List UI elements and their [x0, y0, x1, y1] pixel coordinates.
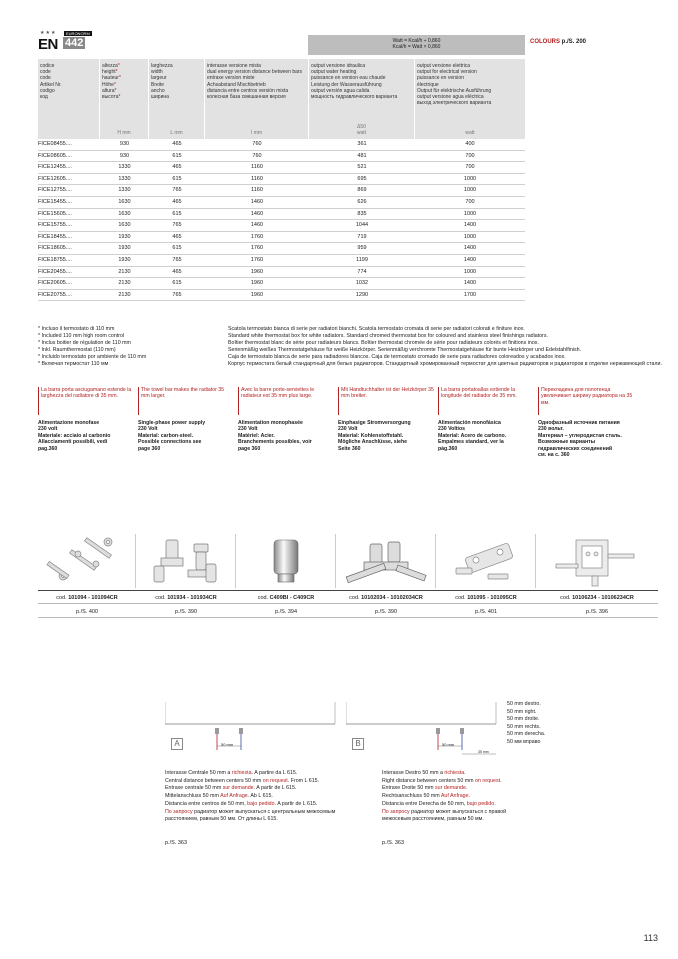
- table-row: [38, 232, 525, 244]
- cell-electric: 700: [465, 198, 475, 205]
- cell-water: 1044: [355, 222, 369, 229]
- table-row: [38, 243, 525, 255]
- cell-h: 1330: [118, 175, 131, 182]
- conversion-box: [308, 35, 525, 55]
- cell-i: 1460: [250, 210, 264, 217]
- cell-i: 1960: [250, 291, 264, 298]
- cell-code: FICE08455....: [38, 141, 72, 147]
- product-code: cod. C409BI - C409CR: [236, 590, 336, 604]
- unit-l: L mm: [170, 129, 183, 136]
- logo-euronorm: EURONORM: [66, 31, 90, 36]
- towel-bar-kit-icon: [38, 534, 136, 588]
- product-code: cod. 10106234 - 10106234CR: [536, 590, 658, 604]
- diagram-a-dimension: 50 mm: [221, 742, 234, 747]
- diagram-right-connection: [346, 700, 502, 760]
- cell-code: FICE08605....: [38, 152, 72, 159]
- cell-l: 765: [172, 222, 182, 229]
- cell-i: 1760: [250, 245, 264, 252]
- unit-electric: watt: [465, 129, 475, 136]
- cell-l: 465: [172, 164, 182, 171]
- cell-l: 615: [172, 175, 182, 182]
- colours-page: p./S. 200: [561, 39, 587, 45]
- connection-kit-icon: [336, 534, 436, 588]
- radiator-bottom-diagram-a: [165, 700, 337, 760]
- table-row: [38, 278, 525, 290]
- product-code: cod. 101934 - 101934CR: [136, 590, 236, 604]
- cell-electric: 1000: [463, 175, 477, 182]
- towel-bar-note-it: La barra porta asciugamano estende la larghezza del radiatore di 35 mm.: [38, 387, 134, 415]
- logo-badge: 442: [65, 37, 84, 49]
- cell-h: 1930: [118, 245, 131, 252]
- unit-delta: Δ50: [357, 123, 366, 130]
- product-image-10102034: [336, 534, 436, 588]
- product-page-ref[interactable]: p./S. 394: [236, 606, 336, 618]
- cell-code: FICE15755....: [38, 222, 72, 229]
- table-row: [38, 220, 525, 232]
- cell-h: 2130: [118, 280, 131, 287]
- cell-water: 869: [357, 187, 367, 194]
- product-code: cod. 101095 - 101095CR: [436, 590, 536, 604]
- cell-water: 1290: [355, 291, 369, 298]
- colours-reference[interactable]: [530, 39, 586, 45]
- cell-electric: 1400: [463, 222, 477, 229]
- cell-i: 1760: [250, 256, 264, 263]
- conversion-line: Watt = Kcal/h ÷ 0,860: [392, 38, 441, 44]
- cell-i: 1160: [251, 175, 263, 182]
- cell-code: FICE15605....: [38, 210, 72, 217]
- colours-label: COLOURS: [530, 39, 560, 45]
- cell-electric: 700: [465, 164, 475, 171]
- cell-l: 765: [172, 256, 182, 263]
- cell-water: 719: [357, 233, 367, 240]
- cell-water: 361: [357, 141, 367, 147]
- cell-l: 465: [172, 233, 182, 240]
- cell-code: FICE18455....: [38, 233, 72, 240]
- table-row: [38, 151, 525, 163]
- cell-h: 1330: [118, 187, 131, 194]
- cell-code: FICE20605....: [38, 280, 72, 287]
- product-code: cod. 10102034 - 10102034CR: [336, 590, 436, 604]
- header-height: altezza* height* hauteur* Höhe* altura* высота* H mm: [100, 59, 149, 139]
- page-number: 113: [643, 933, 658, 943]
- towel-bar-note-en: The towel bar makes the radiator 35 mm larger.: [138, 387, 234, 415]
- cell-water: 835: [357, 210, 367, 217]
- diagram-a-text: Interasse Centrale 50 mm a richiesta. A partire da L 615. Central distance between centers 50 mm on request. From L 615. Entraxe centrale 50 mm sur demande. A partir de L 615. Mittelanschluss 50 mm Auf Anfrage. Ab L 615. Distancia entre centros de 50 mm, bajo pedido. A partir de L 615. По запросу радиатор может выпускаться с центральным межосевым расстоянием, равным 50 мм. От длины L 615.: [165, 770, 336, 823]
- spec-es: Alimentación monofásica 230 Voltios Material: Acero de carbono. Empalmes standard, ver la pág.360: [438, 420, 507, 452]
- unit-i: I mm: [250, 129, 263, 136]
- cell-i: 1760: [250, 233, 264, 240]
- cell-electric: 1000: [463, 233, 477, 240]
- cell-code: FICE12605....: [38, 175, 72, 182]
- cell-water: 1032: [355, 280, 369, 287]
- cell-h: 1930: [118, 256, 131, 263]
- product-page-ref[interactable]: p./S. 390: [336, 606, 436, 618]
- cell-i: 1160: [251, 187, 263, 194]
- cell-h: 2130: [118, 268, 131, 275]
- spec-de: Einphasige Stromversorgung 230 Volt Material: Kohlenstoffstahl. Mögliche Anschlüsse, siehe Seite 360: [338, 420, 411, 452]
- diagram-letter-a: A: [171, 738, 183, 750]
- table-row: [38, 267, 525, 279]
- cell-code: FICE12755....: [38, 187, 72, 194]
- header-electric-output: output versione elettrica output for electrical version puissance en version électrique Output für elektrische Ausführung output versione agua eléctrica выход электрического варианта watt: [415, 59, 525, 139]
- towel-bar-note-de: Mit Handtuchhalter ist der Heizkörper 35 mm breiter.: [338, 387, 434, 415]
- stars-icon: ★★★: [40, 30, 57, 36]
- cell-code: FICE15455....: [38, 198, 72, 205]
- diagram-center-connection: [165, 700, 337, 760]
- cell-water: 959: [357, 245, 367, 252]
- cell-i: 1460: [250, 222, 264, 229]
- cell-water: 1199: [356, 256, 368, 263]
- cell-water: 774: [357, 268, 367, 275]
- cell-code: FICE20755....: [38, 291, 72, 298]
- header-interaxis: interasse versione mista dual energy version distance between bars entraxe version mixte Achsabstand Mischbetrieb distancia entre centros versión mixta колесная база смешанная версия I mm: [205, 59, 309, 139]
- spec-fr: Alimentation monophasée 230 Volt Matériel: Acier. Branchements possibles, voir page 360: [238, 420, 312, 452]
- table-row: [38, 139, 525, 151]
- cell-l: 615: [172, 210, 182, 217]
- cell-i: 1960: [250, 268, 264, 275]
- cell-h: 1630: [118, 210, 131, 217]
- product-image-10106234: [536, 534, 658, 588]
- header-code: codice code code Artikel Nr. codigo код: [38, 59, 100, 139]
- cell-l: 465: [172, 198, 182, 205]
- notes-thermostat: * Incluso il termostato di 110 mm * Included 110 mm high room control * Inclus boitier de régulation de 110 mm * Inkl. Raumthermostat (110 mm) * Incluido termostato por ambiente de 110 mm * Включая термостат 110 мм: [38, 326, 147, 367]
- cell-l: 615: [172, 152, 182, 159]
- product-page-ref[interactable]: p./S. 400: [38, 606, 136, 618]
- wall-box-kit-icon: [536, 534, 658, 588]
- cell-i: 1160: [251, 164, 263, 171]
- valve-kit-icon: [136, 534, 236, 588]
- conversion-line: Kcal/h = Watt × 0,860: [392, 44, 441, 50]
- cell-h: 930: [119, 152, 130, 159]
- cell-i: 1960: [250, 280, 264, 287]
- spec-ru: Однофазный источник питания 230 вольт. Материал – углеродистая сталь. Возможные варианты гидравлических соединений см. на с. 360: [538, 420, 622, 459]
- product-table: [38, 139, 525, 301]
- spec-en: Single-phase power supply 230 Volt Material: carbon-steel. Possible connections see page 360: [138, 420, 206, 452]
- mounting-bracket-icon: [436, 534, 536, 588]
- product-code: cod. 101094 - 101094CR: [38, 590, 136, 604]
- cell-i: 760: [252, 141, 262, 147]
- unit-h: H mm: [117, 129, 131, 136]
- unit-water: watt: [356, 129, 367, 136]
- table-row: [38, 197, 525, 209]
- cell-code: FICE20455....: [38, 268, 72, 275]
- cell-l: 765: [172, 187, 182, 194]
- cell-l: 615: [172, 280, 182, 287]
- cell-l: 465: [172, 268, 182, 275]
- towel-bar-note-ru: Перекладина для полотенца увеличивает ширину радиатора на 35 мм.: [538, 387, 634, 415]
- towel-bar-note-es: La barra portatoallas extiende la longitude del radiador de 35 mm.: [438, 387, 534, 415]
- product-page-ref[interactable]: p./S. 390: [136, 606, 236, 618]
- cell-water: 695: [357, 175, 367, 182]
- cell-h: 1330: [118, 164, 131, 171]
- table-row: [38, 255, 525, 267]
- table-row: [38, 185, 525, 197]
- cell-h: 1930: [118, 233, 131, 240]
- cell-l: 765: [172, 291, 182, 298]
- product-image-101094: [38, 534, 136, 588]
- cell-electric: 1400: [463, 280, 477, 287]
- cell-h: 1630: [118, 222, 131, 229]
- accessories-strip: [38, 534, 658, 620]
- cell-code: FICE18605....: [38, 245, 72, 252]
- table-row: [38, 162, 525, 174]
- diagram-b-offset: 35 mm: [478, 750, 489, 754]
- cell-electric: 700: [465, 152, 475, 159]
- cell-l: 465: [172, 141, 182, 147]
- cell-electric: 1000: [463, 268, 477, 275]
- table-row: [38, 174, 525, 186]
- table-row: [38, 209, 525, 221]
- towel-bar-note-fr: Avec la barre porte-serviettes le radiateur est 35 mm plus large.: [238, 387, 334, 415]
- product-image-c409: [236, 534, 336, 588]
- cell-electric: 1000: [463, 210, 477, 217]
- cell-h: 930: [119, 141, 130, 147]
- diagram-b-text: Interasse Destro 50 mm a richiesta. Right distance between centers 50 mm on request. Entraxe Droite 50 mm sur demande. Rechtsanschluss 50 mm Auf Anfrage. Distancia entre Derecha de 50 mm, bajo pedido. По запросу радиатор может выпускаться с правой межосевым расстоянием, равным 50 мм.: [382, 770, 507, 823]
- diagram-a-page-ref[interactable]: p./S. 363: [165, 840, 188, 846]
- thermostatic-head-icon: [236, 534, 336, 588]
- cell-i: 1460: [250, 198, 264, 205]
- cell-code: FICE12455....: [38, 164, 72, 171]
- diagram-b-page-ref[interactable]: p./S. 363: [382, 840, 405, 846]
- product-page-ref[interactable]: p./S. 401: [436, 606, 536, 618]
- spec-it: Alimentazione monofase 230 volt Materiale: acciaio al carbonio Allacciamenti possibili, vedi pag.360: [38, 420, 111, 452]
- product-image-101095: [436, 534, 536, 588]
- cell-electric: 1700: [463, 291, 477, 298]
- cell-electric: 1000: [463, 187, 477, 194]
- cell-electric: 1400: [463, 256, 477, 263]
- cell-l: 615: [172, 245, 182, 252]
- header-water-output: output versione idraulica output water heating puissance en version eau chaude Leistung der Wasserausführung output versión agua calida мощность гидравлического варианта Δ50 watt: [309, 59, 415, 139]
- cell-water: 626: [357, 198, 367, 205]
- en442-logo: [38, 30, 98, 56]
- header-width: larghezza width largeur Breite ancho ширина L mm: [149, 59, 205, 139]
- table-row: [38, 290, 525, 302]
- cell-i: 760: [252, 152, 262, 159]
- logo-en: EN: [38, 36, 58, 53]
- diagram-letter-b: B: [352, 738, 364, 750]
- cell-electric: 400: [465, 141, 475, 147]
- notes-thermostat-box: Scatola termostato bianca di serie per radiatori bianchi. Scatola termostato cromata di serie per radiatori colorati e finiture inox. Standard white thermostat box for white radiators. Standard chromed thermostat box for coloured and stainless steel finishings radiators. Boîtier thermostat blanc de série pour radiateurs blancs. Boîtier thermostat chromée de série pour radiateurs colorés et finitions inox. Serienmäßig weißes Thermostatgehäuse für weiße Heizkörper. Serienmäßig verchromte Thermostatgehäuse für bunte Heizkörper und Edelstahlfinish. Caja de termostato blanca de serie para radiadores blancos. Caja de termostato cromado de serie para radiadores coloreados y acabados inox. Корпус термостата белый стандартный для белых радиаторов. Стандартный хромированный термостат для цветных радиаторов и радиаторов в отделке нержавеющей стали.: [228, 326, 662, 367]
- cell-water: 481: [357, 152, 367, 159]
- product-image-101934: [136, 534, 236, 588]
- cell-water: 521: [357, 164, 367, 171]
- right-offset-list: 50 mm destro. 50 mm right. 50 mm droite. 50 mm rechts. 50 mm derecha. 50 мм вправо: [507, 701, 546, 745]
- table-header: [38, 59, 525, 139]
- cell-code: FICE18755....: [38, 256, 72, 263]
- cell-electric: 1400: [463, 245, 477, 252]
- cell-h: 1630: [118, 198, 131, 205]
- product-page-ref[interactable]: p./S. 396: [536, 606, 658, 618]
- diagram-b-dimension: 50 mm: [442, 742, 455, 747]
- cell-h: 2130: [118, 291, 131, 298]
